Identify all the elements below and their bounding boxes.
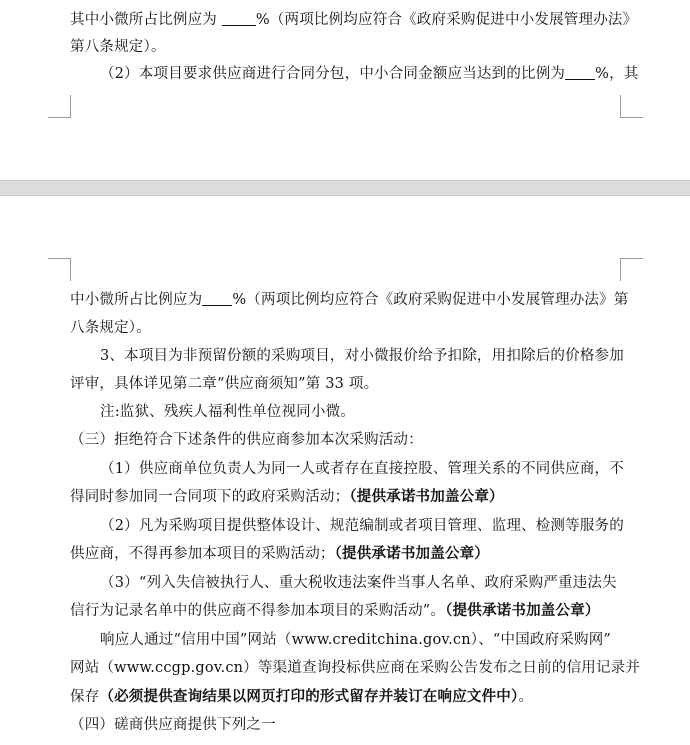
text-line: 评审，具体详见第二章“供应商须知”第 33 项。 xyxy=(70,376,379,392)
text-line: （3）“列入失信被执行人、重大税收违法案件当事人名单、政府采购严重违法失 xyxy=(100,575,617,591)
text-run: %（两项比例均应符合《政府采购促进中小发展管理办法》第 xyxy=(232,292,629,308)
text-line xyxy=(70,687,533,707)
margin-corner-mark xyxy=(620,95,643,118)
text-run: %（两项比例均应符合《政府采购促进中小发展管理办法》 xyxy=(255,12,638,28)
text-line: 八条规定）。 xyxy=(70,320,151,336)
requirement-note: （提供承诺书加盖公章） xyxy=(349,488,504,505)
text-line xyxy=(70,290,629,310)
text-run: 。 xyxy=(518,689,534,705)
requirement-note: （提供承诺书加盖公章） xyxy=(445,602,600,619)
requirement-note: （提供承诺书加盖公章） xyxy=(334,545,490,562)
page-separator xyxy=(0,180,690,196)
margin-corner-mark xyxy=(48,258,71,281)
blank-field xyxy=(202,291,232,306)
text-line: （1）供应商单位负责人为同一人或者存在直接控股、管理关系的不同供应商，不 xyxy=(100,461,624,477)
text-run: %，其 xyxy=(595,66,639,82)
text-run: 信行为记录名单中的供应商不得参加本项目的采购活动”。 xyxy=(70,603,446,619)
text-line: 网站（www.ccgp.gov.cn）等渠道查询投标供应商在采购公告发布之日前的信用记录并 xyxy=(70,660,641,676)
margin-corner-mark xyxy=(620,258,643,281)
text-run: 供应商，不得再参加本项目的采购活动； xyxy=(70,546,335,562)
text-line xyxy=(70,10,637,30)
blank-field xyxy=(565,65,595,80)
section-heading: （三）拒绝符合下述条件的供应商参加本次采购活动： xyxy=(70,432,423,448)
text-run: 其中小微所占比例应为 xyxy=(70,12,222,28)
section-heading: （四）磋商供应商提供下列之一 xyxy=(70,717,276,733)
text-line xyxy=(70,487,504,507)
text-line xyxy=(100,64,639,84)
text-run: 中小微所占比例应为 xyxy=(70,292,203,308)
text-line: 3、本项目为非预留份额的采购项目，对小微报价给予扣除，用扣除后的价格参加 xyxy=(100,348,624,364)
text-run: 得同时参加同一合同项下的政府采购活动； xyxy=(70,489,350,505)
text-line: （2）凡为采购项目提供整体设计、规范编制或者项目管理、监理、检测等服务的 xyxy=(100,518,624,534)
blank-field xyxy=(222,11,256,26)
text-run: （2）本项目要求供应商进行合同分包，中小合同金额应当达到的比例为 xyxy=(100,66,566,82)
text-line: 响应人通过“信用中国”网站（www.creditchina.gov.cn）、“中国政府采购网” xyxy=(100,632,612,648)
text-run: 保存 xyxy=(70,689,100,705)
document-page-bottom xyxy=(0,196,690,745)
text-line xyxy=(70,544,489,564)
text-line: 第八条规定）。 xyxy=(70,39,166,55)
text-line xyxy=(70,601,600,621)
requirement-note: （必须提供查询结果以网页打印的形式留存并装订在响应文件中） xyxy=(99,688,519,705)
margin-corner-mark xyxy=(48,95,71,118)
document-page-top xyxy=(0,0,690,180)
note-line: 注:监狱、残疾人福利性单位视同小微。 xyxy=(100,404,355,420)
